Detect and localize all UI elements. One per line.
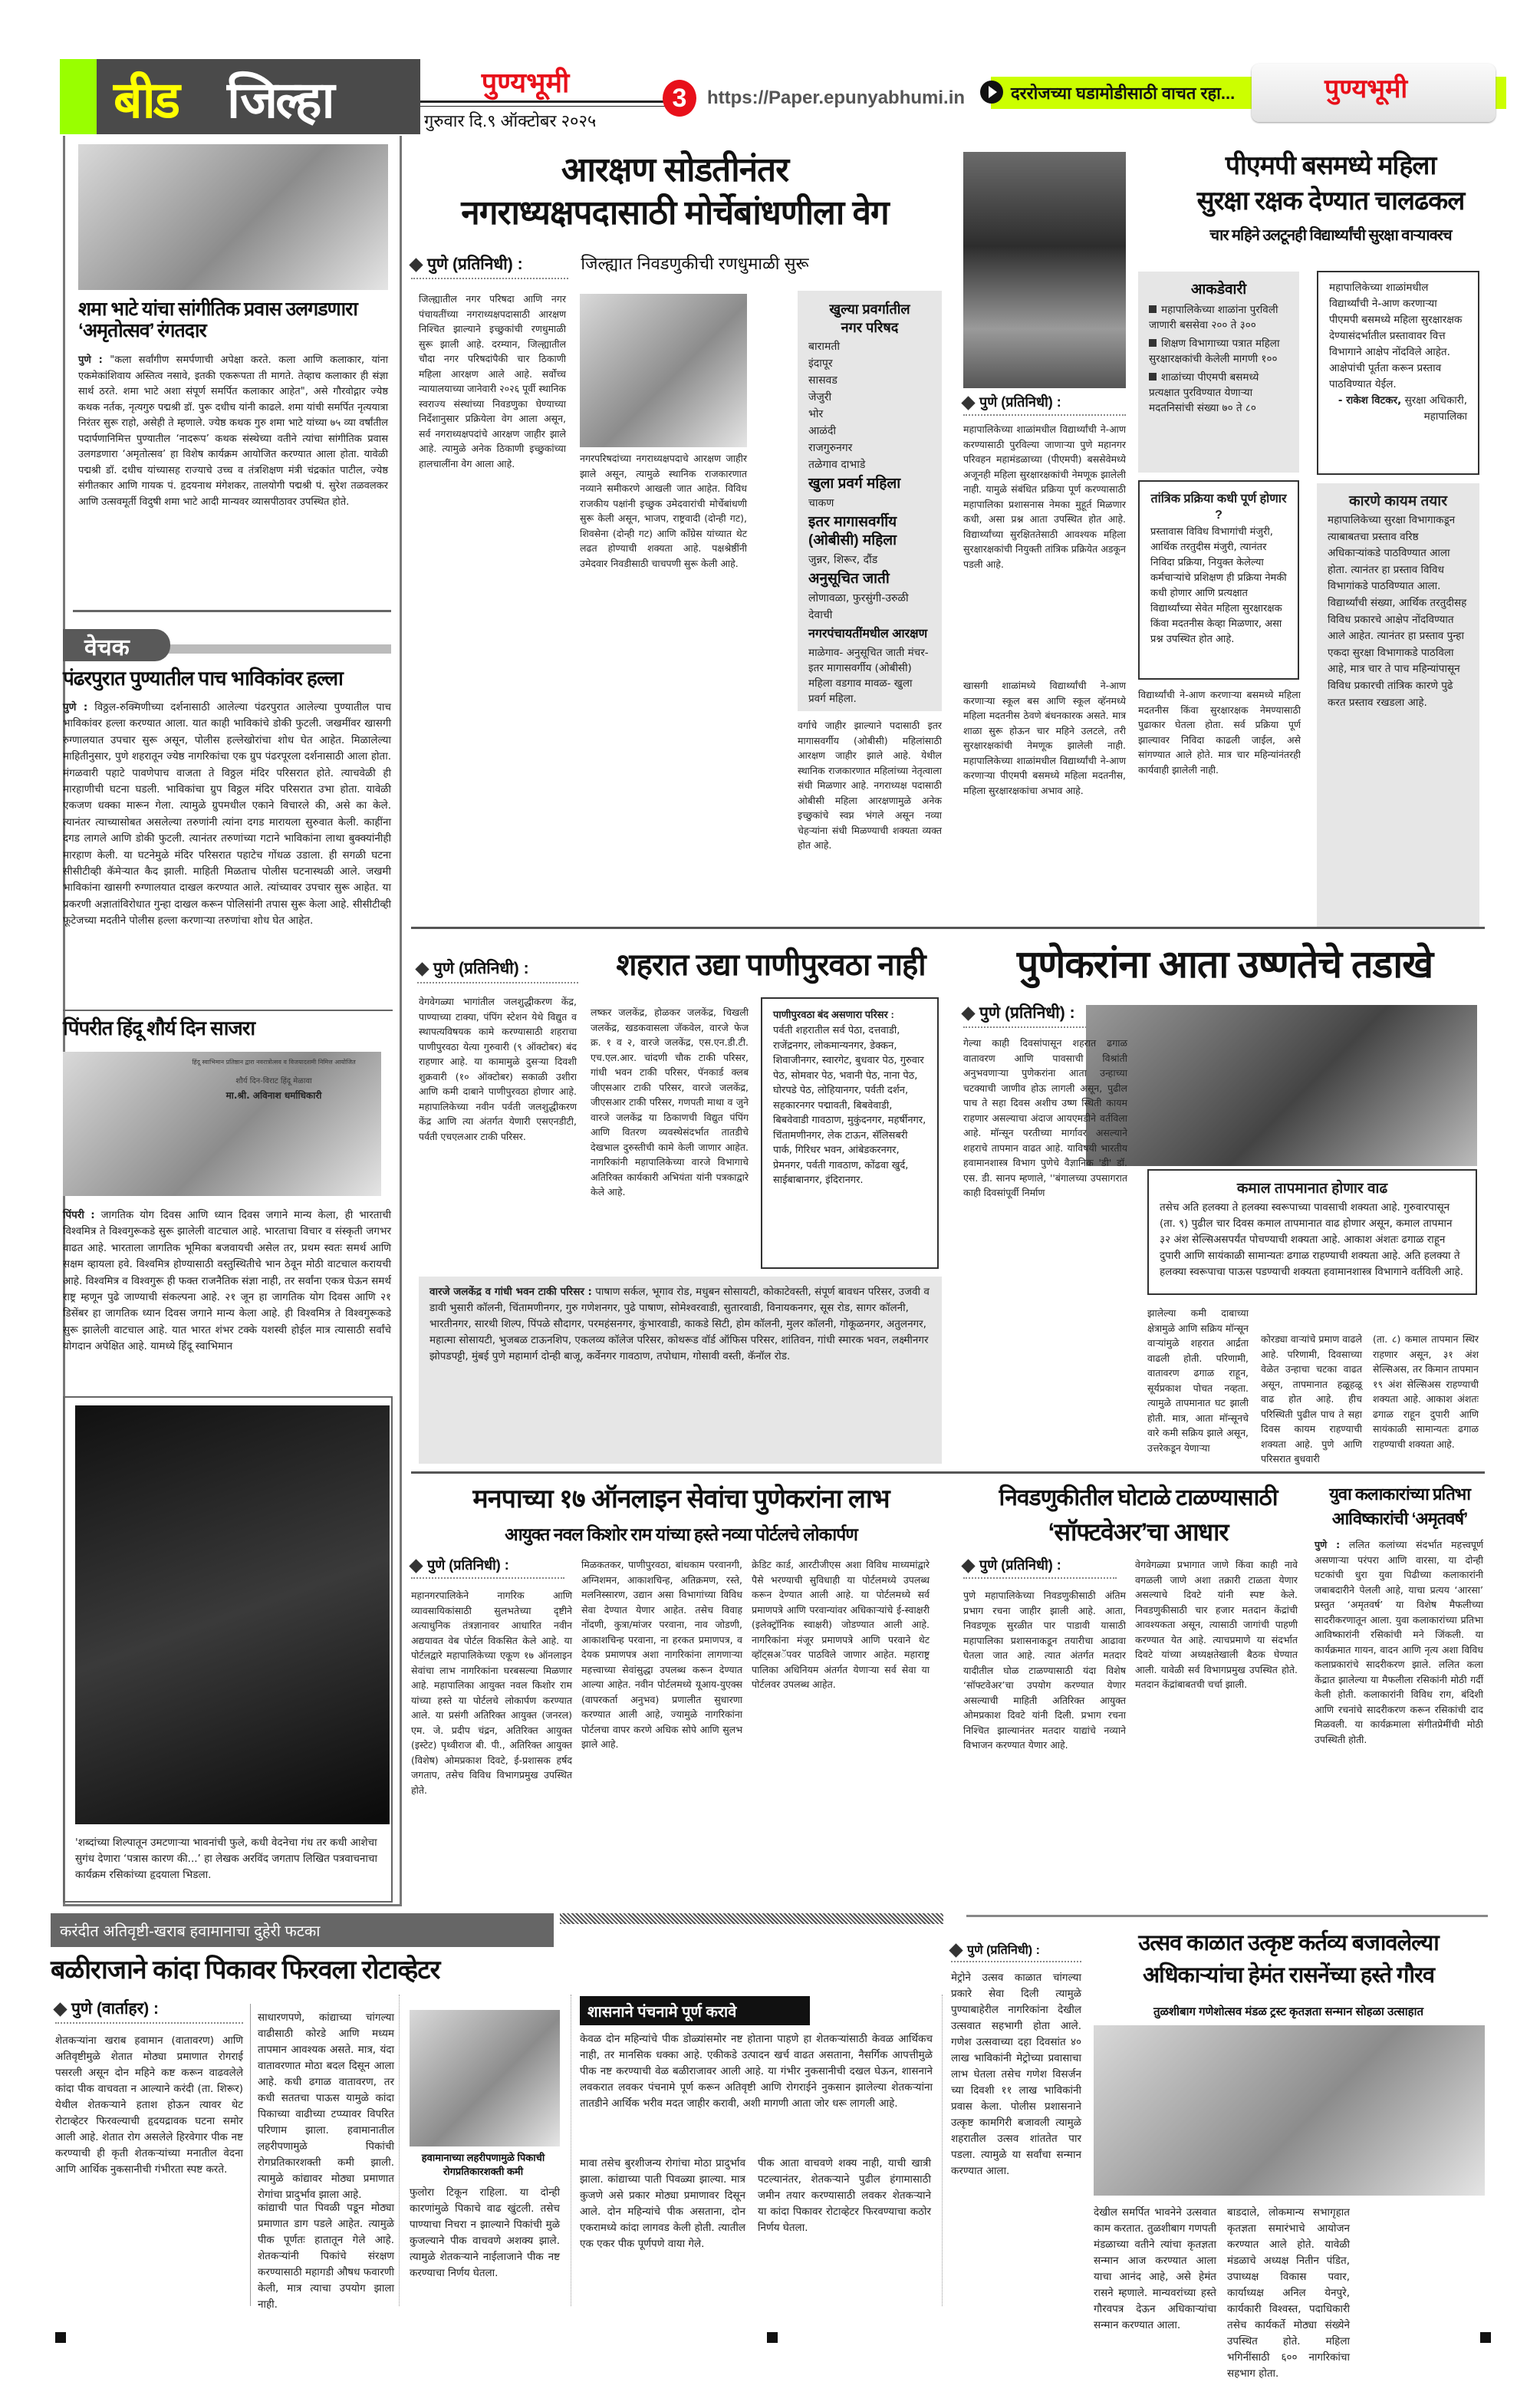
reservation-col1: जिल्ह्यातील नगर परिषदा आणि नगर पंचायतींच्या नगराध्यक्षपदासाठी आरक्षण निश्चित झाल्याने इच्छुकांची रणधुमाळी सुरू झाली आहे. दरम्यान, जिल्ह्यातील चौदा नगर परिषदांपैकी चार ठिकाणी महिला आरक्षण आले आहे. सर्वोच्च न्यायालयाच्या जानेवारी २०२६ पूर्वी स्थानिक स्वराज्य संस्थांच्या निवडणुका घेण्याच्या निर्देशानुसार प्रक्रियेला वेग आला असून, सर्व नगराध्यक्षपदांचे आरक्षण जाहीर झाले आहे. त्यामुळे अनेक ठिकाणी इच्छुकांच्या हालचालींना वेग आला आहे. (419, 293, 566, 469)
page-number-badge (663, 80, 696, 117)
metro-subhead: तुळशीबाग गणेशोत्सव मंडळ ट्रस्ट कृतज्ञता सन्मान सोहळा उत्साहात (1153, 2005, 1424, 2018)
nagarpanchayat-title: नगरपंचायतींमधील आरक्षण (808, 628, 928, 641)
online-col3: क्रेडिट कार्ड, आरटीजीएस अशा विविध माध्यमांद्वारे पैसे भरण्याची सुविधाही या पोर्टलमध्ये उपलब्ध करून देण्यात आली आहे. या पोर्टलमध्ये सर्व प्रमाणपत्रे आणि परवान्यांवर अधिकाऱ्यांचे ई-स्वाक्षरी (इलेक्ट्रॉनिक स्वाक्षरी) जोडण्यात आली आहे. नागरिकांना मंजूर प्रमाणपत्रे आणि परवाने थेट व्हॉट्सअॅपवर पाठविले जाणार आहेत. महाराष्ट्र पालिका अधिनियम अंतर्गत येणाऱ्या सर्व सेवा या पोर्टलवर उपलब्ध आहेत. (752, 1559, 930, 1690)
water-areas-box (761, 997, 939, 1269)
max-temp-text: तसेच अति हलक्या ते हलक्या स्वरूपाच्या पावसाची शक्यता आहे. गुरुवारपासून (ता. ९) पुढील चार दिवस कमाल तापमानात वाढ होणार असून, कमाल तापमान ३२ अंश सेल्सिअसपर्यंत पोचण्याची शक्यता आहे. आकाश अंशतः ढगाळ राहून दुपारी आणि सायंकाळी सामान्यतः ढगाळ राहण्याची शक्यता आहे. अति हलक्या ते हलक्या स्वरूपाचा पाऊस पडण्याची शक्यता हवामानशास्त्र विभागाने वर्तविली आहे. (1160, 1201, 1463, 1278)
open-category-list (808, 338, 931, 473)
software-col1: पुणे महापालिकेच्या निवडणुकीसाठी अंतिम प्रभाग रचना जाहीर झाली आहे. आता, निवडणूक सुरळीत पार पाडावी यासाठी महापालिका प्रशासनाकडून तयारीचा आढावा घेतला जात आहे. त्यात अंतर्गत मतदार यादीतील घोळ टाळण्यासाठी यंदा विशेष ‘सॉफ्टवेअर’चा उपयोग करण्यात येणार असल्याची माहिती अतिरिक्त आयुक्त ओमप्रकाश दिवटे यांनी दिली. प्रभाग रचना निश्चित झाल्यानंतर मतदार याद्यांचे नव्याने विभाजन करण्यात येणार आहे. (963, 1590, 1126, 1751)
reservation-col2: नगरपरिषदांच्या नगराध्यक्षपदाचे आरक्षण जाहीर झाले असून, त्यामुळे स्थानिक राजकारणात नव्याने समीकरणे आखली जात आहेत. विविध राजकीय पक्षांनी इच्छुक उमेदवारांची मोर्चेबांधणी सुरू केली असून, भाजप, राष्ट्रवादी (दोन्ही गट), शिवसेना (दोन्ही गट) आणि काँग्रेस यांच्यात थेट लढत होण्याची शक्यता आहे. पक्षश्रेष्ठींनी उमेदवार निवडीसाठी चाचपणी सुरू केली आहे. (580, 453, 747, 569)
reservation-headline-line1: आरक्षण सोडतीनंतर (561, 151, 789, 189)
shama-text: "कला सर्वांगीण समर्पणाची अपेक्षा करते. कला आणि कलाकार, यांना एकमेकांशिवाय अस्तित्व नसावे, इतकी एकरूपता ती मागते. तेव्हाच कलाकार ही संज्ञा सार्थ ठरते. शमा भाटे अशा संपूर्ण समर्पित कलाकार आहेत", असे गौरवोद्गार ज्येष्ठ कथक नर्तक, नृत्यगुरु पद्मश्री डॉ. पुरू दधीच यांनी काढले. शमा यांची समर्पित नृत्ययात्रा निरंतर सुरू राहो, असेही ते म्हणाले. ज्येष्ठ कथक गुरु शमा भाटे यांच्या ७५ व्या वर्षांतील पदार्पणानिमित्त पुण्यातील ‘नादरूप’ कथक संस्थेच्या वतीने त्यांचा सांगीतिक प्रवास उलगडणारा ‘अमृतोत्सव’ हा विशेष कार्यक्रम आयोजित करण्यात आला होता. यावेळी पद्मश्री डॉ. दधीच यांच्यासह राज्याचे उच्च व तंत्रशिक्षण मंत्री चंद्रकांत पाटील, ज्येष्ठ संगीतकार आणि गायक पं. हृदयनाथ मंगेशकर, तालयोगी पद्मश्री पं. सुरेश तळवलकर आणि उत्सवमूर्ती विदुषी शमा भाटे आदी मान्यवर व्यासपीठावर उपस्थित होते. (78, 354, 388, 508)
promo-strip (991, 74, 1506, 109)
banner-green-strip (60, 59, 97, 134)
stat-item: महापालिकेच्या शाळांना पुरविली जाणारी बससेवा २०० ते ३०० (1149, 304, 1278, 331)
pmp-col3: विद्यार्थ्यांची ने-आण करणाऱ्या बसमध्ये महिला मदतनीस किंवा सुरक्षारक्षक नेमण्यासाठी पुढाकार घेतला होता. सर्व प्रक्रिया पूर्ण झाल्यावर निविदा काढली जाईल, असे सांगण्यात आले होते. मात्र चार महिन्यांनंतरही कार्यवाही झालेली नाही. (1138, 689, 1301, 776)
pmp-col1: महापालिकेच्या शाळांमधील विद्यार्थ्यांची ने-आण करण्यासाठी पुरविल्या जाणाऱ्या पुणे महानगर परिवहन महामंडळाच्या (पीएमपी) बससेवेमध्ये अजूनही महिला सुरक्षारक्षकांची नेमणूक झालेली नाही. यामुळे संबंधित प्रक्रिया पूर्ण करण्यासाठी महापालिका प्रशासनास नेमका मुहूर्त मिळणार कधी, असा प्रश्न आता उपस्थित होत आहे. विद्यार्थ्यांच्या सुरक्षिततेसाठी आवश्यक महिला सुरक्षारक्षकांची नियुक्ती तांत्रिक प्रक्रियेत अडकून पडली आहे. (963, 423, 1126, 570)
list-item: राजगुरुनगर (808, 442, 853, 454)
list-item: भोर (808, 408, 824, 420)
pimpri-banner-line1: हिंदू स्वाभिमान प्रतिष्ठान द्वारा नवरात्रोत्सव व विजयादशमी निमित्त आयोजित (192, 1059, 356, 1066)
reasons-box-title: कारणे कायम तयार (1348, 493, 1448, 509)
online-col2: मिळकतकर, पाणीपुरवठा, बांधकाम परवानगी, अग्निशमन, आकाशचिन्ह, अतिक्रमण, रस्ते, मलनिस्सारण, उद्यान असा विभागांच्या विविध सेवा देण्यात येणार आहेत. तसेच विवाह नोंदणी, कुत्रा/मांजर परवाना, नाव जोडणी, आकाशचिन्ह परवाना, ना हरकत प्रमाणपत्र, व देयक प्रमाणपत्र अशा नागरिकांना लागणाऱ्या महत्त्वाच्या सेवांसुद्धा उपलब्ध करून देण्यात आल्या आहेत. नवीन पोर्टलमध्ये यूआय-युएक्स (वापरकर्ता अनुभव) प्रणालीत सुधारणा करण्यात आली आहे, ज्यामुळे नागरिकांना पोर्टलचा वापर करणे अधिक सोपे आणि सुलभ झाले आहे. (581, 1559, 742, 1750)
technical-box-title: तांत्रिक प्रक्रिया कधी पूर्ण होणार ? (1150, 493, 1287, 522)
reservation-dateline: पुणे (प्रतिनिधी) : (411, 253, 568, 279)
stat-item: शाळांच्या पीएमपी बसमध्ये प्रत्यक्षात पुरविण्यात येणाऱ्या मदतनिसांची संख्या ७० ते ८० (1149, 371, 1259, 414)
pmp-subhead: चार महिने उलटूनही विद्यार्थ्यांची सुरक्षा वाऱ्यावरच (1209, 227, 1452, 244)
warje-areas-title: वारजे जलकेंद्र व गांधी भवन टाकी परिसर : (429, 1286, 592, 1298)
quote-role: सुरक्षा अधिकारी, महापालिका (1404, 394, 1467, 423)
onion-col4: फुलोरा टिकून राहिला. या दोन्ही कारणांमुळे पिकाचे वाढ खुंटली. तसेच पाण्याचा निचरा न झाल्याने पिकांची मुळे कुजल्याने पीक वाचवणे अशक्य झाले. त्यामुळे शेतकऱ्याने नाईलाजाने पीक नष्ट करण्याचा निर्णय घेतला. (410, 2186, 560, 2279)
rain-section-banner (51, 1913, 554, 1947)
metro-col1: मेट्रोने उत्सव काळात चांगल्या प्रकारे सेवा दिली त्यामुळे पुण्याबाहेरील नागरिकांना देखील उत्सवात सहभागी होता आले. गणेश उत्सवाच्या दहा दिवसांत ४० लाख भाविकांनी मेट्रोच्या प्रवासाचा लाभ घेतला तसेच गणेश विसर्जन च्या दिवशी ११ लाख भाविकांनी प्रवास केला. पोलीस प्रशासनाने उत्कृष्ट कामगिरी बजावली त्यामुळे शहरातील उत्सव शांततेत पार पडला. त्यामुळे या सर्वांचा सन्मान करण्यात आला. (951, 1972, 1081, 2177)
vechak-tab (63, 629, 170, 661)
registration-mark (1480, 2332, 1491, 2343)
pmp-headline-line1: पीएमपी बसमध्ये महिला (1225, 151, 1436, 180)
onion-col3: कांद्याची पात पिवळी पडून मोठ्या प्रमाणात डाग पडले आहेत. त्यामुळे पीक पूर्णतः हातातून गेले आहे. शेतकऱ्यांनी पिकांचे संरक्षण करण्यासाठी महागडी औषध फवारणी केली, मात्र त्याचा उपयोग झाला नाही. (258, 2202, 394, 2311)
column-rule (571, 1995, 572, 2306)
column-rule (942, 1995, 943, 2306)
metro-col4 (1361, 2205, 1483, 2306)
sc-category-title: अनुसूचित जाती (808, 571, 890, 587)
epaper-url-link[interactable]: https://Paper.epunyabhumi.in (707, 87, 966, 108)
divider (966, 1915, 1488, 1917)
compensation-box-title: शासनाने पंचनामे पूर्ण करावे (587, 2004, 737, 2021)
quote-author: - राकेश विटकर, (1338, 394, 1402, 407)
online-col1: महानगरपालिकेने नागरिक आणि व्यावसायिकांसाठी सुलभतेच्या दृष्टीने अत्याधुनिक तंत्रज्ञानावर आधारित नवीन अद्ययावत वेब पोर्टल विकसित केले आहे. या पोर्टलद्वारे महापालिकेच्या एकूण १७ ऑनलाइन सेवांचा लाभ नागरिकांना घरबसल्या मिळणार आहे. महापालिका आयुक्त नवल किशोर राम यांच्या हस्ते या पोर्टलचे लोकार्पण करण्यात आले. या प्रसंगी अतिरिक्त आयुक्त (जनरल) एम. जे. प्रदीप चंद्रन, अतिरिक्त आयुक्त (इस्टेट) पृथ्वीराज बी. पी., अतिरिक्त आयुक्त (विशेष) ओमप्रकाश दिवटे, ई-प्रशासक हर्षद जगताप, तसेच विविध विभागप्रमुख उपस्थित होते. (411, 1590, 572, 1796)
divider (73, 610, 391, 612)
software-col2: वेगवेगळ्या प्रभागात जाणे किंवा काही नावे वगळली जाणे अशा तक्रारी टाळता येणार असल्याचे दिवटे यांनी स्पष्ट केले. निवडणुकीसाठी चार हजार मतदान केंद्रांची आवश्यकता असून, त्यासाठी जागांची पाहणी करण्यात येत आहे. त्याचप्रमाणे या संदर्भात दिवटे यांच्या अध्यक्षतेखाली बैठक घेण्यात आली. यावेळी सर्व विभागप्रमुख उपस्थित होते. मतदान केंद्रांबाबतची चर्चा झाली. (1135, 1559, 1298, 1690)
list-item: जेजुरी (808, 391, 832, 404)
pmp-technical-box (1138, 480, 1299, 680)
heat-col2: झालेल्या कमी दाबाच्या क्षेत्रामुळे आणि सक्रिय मॉन्सून वाऱ्यांमुळे शहरात आर्द्रता वाढली होती. परिणामी, वातावरण ढगाळ राहून, सूर्यप्रकाश पोचत नव्हता. त्यामुळे तापमानात घट झाली होती. मात्र, आता मॉन्सूनचे वारे कमी सक्रिय झाले असून, उत्तरेकडून येणाऱ्या (1147, 1307, 1249, 1454)
list-item: आळंदी (808, 425, 837, 437)
patra-caption: 'शब्दांच्या शिल्पातून उमटणाऱ्या भावनांची फुले, कधी वेदनेचा गंध तर कधी आशेचा सुगंध देणारा ‘पत्रास कारण की...’ हा लेखक अरविंद जगताप लिखित पत्रवाचनाचा कार्यक्रम रसिकांच्या हृदयाला भिडला. (75, 1837, 377, 1881)
diamond-bullet-icon (409, 258, 423, 272)
paper-name: पुण्यभूमी (481, 67, 570, 98)
compensation-box-text: केवळ दोन महिन्यांचे पीक डोळ्यांसमोर नष्ट होताना पाहणे हा शेतकऱ्यांसाठी केवळ आर्थिकच नाही, तर मानसिक धक्का आहे. एकीकडे उत्पादन खर्च वाढत असताना, नैसर्गिक आपत्तीमुळे पीक नष्ट करण्याची वेळ बळीराजावर आली आहे. या गंभीर नुकसानीची दखल घेऊन, शासनाने लवकरात लवकर पंचनामे पूर्ण करून अतिवृष्टी आणि रोगराईने नुकसान झालेल्या शेतकऱ्यांना तातडीने आर्थिक भरीव मदत जाहीर करावी, अशी मागणी आता जोर धरू लागली आहे. (580, 2033, 933, 2110)
diamond-bullet-icon (409, 1559, 423, 1573)
pimpri-event-photo (63, 1052, 381, 1196)
shama-bhate-photo (78, 144, 388, 290)
list-item: जुन्नर, शिरूर, दौंड (808, 554, 878, 566)
diamond-bullet-icon (961, 1007, 975, 1020)
section-title-zilha: जिल्हा (227, 71, 333, 128)
heat-headline: पुणेकरांना आता उष्णतेचे तडाखे (1016, 943, 1433, 986)
metro-col3: बाडदाले, लोकमान्य सभागृहात कृतज्ञता समारंभाचे आयोजन करण्यात आले होते. यावेळी मंडळाचे अध्यक्ष नितीन पंडित, उपाध्यक्ष विकास पवार, कार्याध्यक्ष अनिल येनपुरे, कार्यकारी विश्वस्त, पदाधिकारी तसेच कार्यकर्ते मोठ्या संख्येने उपस्थित होते. महिला भगिनींसाठी ६०० नागरिकांचा सहभाग होता. (1227, 2206, 1350, 2380)
max-temp-title: कमाल तापमानात होणार वाढ (1236, 1181, 1388, 1197)
metro-dateline: पुणे (प्रतिनिधी) : (951, 1941, 1081, 1962)
hatched-rule (560, 1913, 943, 1924)
pimpri-text: जागतिक योग दिवस आणि ध्यान दिवस जगाने मान्य केला, ही भारताची विश्वमित्र ते विश्वगुरूकडे सुरू झालेली वाटचाल आहे. भारताचा विचार व संस्कृती जगभर वाढत आहे. भारताला जागतिक भूमिका बजवायची असेल तर, प्रथम स्वतः समर्थ आणि सक्षम व्हायला हवे. विश्वमित्र होण्यासाठी वस्तुस्थितीचे भान ठेवून मोठी वाटचाल करायची आहे. विश्वमित्र व विश्वगुरू ही फक्त राजनैतिक संज्ञा नाही, तर सर्वांना एकत्र घेऊन समर्थ राष्ट्र म्हणून पुढे जाण्याची संकल्पना आहे. २१ जून हा जागतिक योग दिवस आणि २१ डिसेंबर हा जागतिक ध्यान दिवस जगाने मान्य केला आहे. ही विश्वमित्र ते विश्वगुरूकडे सुरू झालेली वाटचाल आहे. यात भारत शंभर टक्के यशस्वी होईल मात्र त्यासाठी सर्वांचे योगदान अपेक्षित आहे. यामध्ये हिंदू स्वाभिमान (63, 1209, 392, 1353)
issue-date: गुरुवार दि.९ ऑक्टोबर २०२५ (424, 111, 597, 130)
column-rule (399, 1995, 400, 2306)
list-item: इंदापूर (808, 357, 833, 370)
diamond-bullet-icon (415, 962, 429, 976)
pmp-bus-photo (963, 152, 1126, 388)
masthead (0, 0, 1540, 138)
square-bullet-icon (1149, 339, 1157, 347)
water-dateline: पुणे (प्रतिनिधी) : (417, 957, 578, 983)
heat-max-temp-box (1147, 1169, 1477, 1295)
pandharpur-dateline: पुणे : (63, 701, 88, 713)
list-item: लोणावळा, फुरसुंगी-उरुळी देवाची (808, 592, 909, 621)
section-banner (60, 59, 420, 134)
pimpri-body (63, 1207, 391, 1389)
software-headline-line2: ‘सॉफ्टवेअर’चा आधार (1048, 1518, 1229, 1546)
diamond-bullet-icon (949, 1944, 962, 1958)
heat-col4: (ता. ८) कमाल तापमान स्थिर राहणार असून, ३१ अंश सेल्सिअस, तर किमान तापमान १९ अंश सेल्सिअस राहण्याची शक्यता आहे. आकाश अंशतः ढगाळ राहून दुपारी आणि सायंकाळी सामान्यतः ढगाळ राहण्याची शक्यता आहे. (1373, 1333, 1479, 1450)
quote-text: महापालिकेच्या शाळांमधील विद्यार्थ्यांची ने-आण करणाऱ्या पीएमपी बसमध्ये महिला सुरक्षारक्षक देण्यासंदर्भातील प्रस्तावावर वित्त विभागाने आक्षेप नोंदविले आहेत. आक्षेपांची पूर्तता करून प्रस्ताव पाठविण्यात येईल. (1329, 282, 1463, 390)
pimpri-banner-line3: मा.श्री. अविनाश धर्माधिकारी (225, 1090, 322, 1101)
onion-col6: पीक आता वाचवणे शक्य नाही, याची खात्री पटल्यानंतर, शेतकऱ्याने पुढील हंगामासाठी जमीन तयार करण्यासाठी लवकर शेतकऱ्याने या कांदा पिकावर रोटाव्हेटर फिरवण्याचा कठोर निर्णय घेतला. (758, 2157, 931, 2234)
registration-mark (55, 2332, 66, 2343)
warje-areas-box (419, 1277, 942, 1464)
reservation-col3: वर्गाचे जाहीर झाल्याने पदासाठी इतर मागासवर्गीय (ओबीसी) महिलांसाठी आरक्षण जाहीर झाले आहे. येथील स्थानिक राजकारणात महिलांच्या नेतृत्वाला संधी मिळणार आहे. नगराध्यक्ष पदासाठी ओबीसी महिला आरक्षणामुळे अनेक इच्छुकांचे स्वप्न भंगले असून नव्या चेहऱ्यांना संधी मिळण्याची शक्यता व्यक्त होत आहे. (798, 720, 942, 851)
pmp-headline-line2: सुरक्षा रक्षक देण्यात चालढकल (1196, 186, 1465, 216)
online-dateline: पुणे (प्रतिनिधी) : (411, 1556, 564, 1579)
onion-dateline: पुणे (वार्ताहर) : (55, 1998, 243, 2024)
section-title-district: बीड (114, 71, 179, 128)
rain-section-label: करंदीत अतिवृष्टी-खराब हवामानाचा दुहेरी फटका (60, 1923, 321, 1940)
list-item: चाकण (808, 497, 834, 509)
pmp-stats-box (1138, 272, 1299, 473)
page-number: 3 (672, 84, 687, 113)
shama-body (78, 353, 388, 575)
pmp-quote-box (1317, 271, 1479, 475)
pimpri-dateline: पिंपरी : (63, 1209, 95, 1221)
voting-finger-photo (580, 294, 747, 447)
vechak-label: वेचक (84, 635, 130, 661)
stat-item: शिक्षण विभागाच्या पत्रात महिला सुरक्षारक्षकांची केलेली मागणी १०० (1149, 338, 1280, 365)
onion-col1: शेतकऱ्यांना खराब हवामान (वातावरण) आणि अतिवृष्टीमुळे शेतात मोठ्या प्रमाणात रोगराई पसरली असून दोन महिने कष्ट करून वाढवलेले कांदा पीक वाचवता न आल्याने करंदी (ता. शिरूर) येथील शेतकऱ्याने हताश होऊन त्यावर थेट रोटाव्हेटर फिरवल्याची हृदयद्रावक घटना समोर आली आहे. शेतात रोग असलेले हिरवेगार पीक नष्ट करण्याची ही कृती शेतकऱ्यांच्या मनातील वेदना आणि आर्थिक नुकसानीची गंभीरता स्पष्ट करते. (55, 2034, 243, 2176)
reservation-subhead: जिल्ह्यात निवडणुकीची रणधुमाळी सुरू (581, 254, 809, 273)
pandharpur-text: विठ्ठल-रुक्मिणीच्या दर्शनासाठी आलेल्या पंढरपुरात आलेल्या पुण्यातील पाच भाविकांवर हल्ला करण्यात आला. यात काही भाविकांचे डोकी फुटली. जखमींवर खासगी रुग्णालयात उपचार सुरू असून, पोलीस हल्लेखोरांचा शोध घेत आहेत. मिळालेल्या माहितीनुसार, पुणे शहरातून ज्येष्ठ नागरिकांचा एक ग्रुप पंढरपूरला दर्शनासाठी आला होता. मंगळवारी पहाटे पावणेपाच वाजता ते विठ्ठल मंदिर परिसरात होते. त्याचवेळी ही मारहाणीची घटना घडली. भाविकांचा ग्रुप विठ्ठल मंदिर परिसरात उभा होता. यावेळी एकजण धक्का मारून गेला. त्यामुळे ग्रुपमधील एकाने विचारले की, असे का केले. त्यानंतर त्याच्यासोबत असलेल्या तरुणांनी त्यांना दगड मारायला सुरुवात केली. काहींना दगड लागले आणि डोकी फुटली. त्यानंतर तरुणांच्या गटाने भाविकांना लाथा बुक्क्यांनीही मारहाण केली. या घटनेमुळे मंदिर परिसरात पहाटेच गोंधळ उडाला. ही सगळी घटना सीसीटीव्ही कॅमेऱ्यात कैद झाली. माहिती मिळताच पोलीस घटनास्थळी आले. जखमी भाविकांना खासगी रुग्णालयात दाखल करण्यात आले. त्यांच्यावर उपचार सुरू आहेत. या प्रकरणी अज्ञातांविरोधात गुन्हा दाखल करून पोलिसांनी तपास सुरू केला आहे. सीसीटीव्ही फूटेजच्या मदतीने पोलीस हल्ला करणाऱ्या तरुणांचा शोध घेत आहेत. (63, 701, 391, 927)
heat-riders-photo (1086, 1005, 1477, 1166)
patra-stage-photo (75, 1405, 390, 1824)
water-areas-text: पर्वती शहरातील सर्व पेठा, दत्तवाडी, राजेंद्रनगर, लोकमान्यनगर, डेक्कन, शिवाजीनगर, स्वारगेट, बुधवार पेठ, गुरुवार पेठ, सोमवार पेठ, भवानी पेठ, नाना पेठ, घोरपडे पेठ, लोहियानगर, पर्वती दर्शन, सहकारनगर पद्मावती, बिबवेवाडी, बिबवेवाडी गावठाण, मुकुंदनगर, महर्षीनगर, चिंतामणीनगर, लेक टाऊन, सॅलिसबरी पार्क, गिरिधर भवन, आंबेडकरनगर, प्रेमनगर, पर्वती गावठाण, कोंढवा खुर्द, साईबाबानगर, इंदिरानगर. (773, 1025, 926, 1186)
list-item: सासवड (808, 374, 837, 387)
pimpri-banner-line2: शौर्य दिन-विराट हिंदू मेळावा (235, 1077, 312, 1086)
diamond-bullet-icon (53, 2002, 67, 2016)
metro-headline-line1: उत्सव काळात उत्कृष्ट कर्तव्य बजावलेल्या (1138, 1931, 1439, 1955)
masthead-rule (420, 100, 666, 107)
nagarpanchayat-text: माळेगाव- अनुसूचित जाती मंचर- इतर मागासवर्गीय (ओबीसी) महिला वडगाव मावळ- खुला प्रवर्ग महिला. (808, 647, 929, 705)
artists-dateline: पुणे : (1315, 1539, 1341, 1550)
artists-text: ललित कलांच्या संदर्भात महत्त्वपूर्ण असणाऱ्या परंपरा आणि वारसा, या दोन्ही घटकांची धुरा युवा पिढीच्या कलाकारांनी जबाबदारीने पेलली आहे, याचा प्रत्यय ‘आरसा’ प्रस्तुत ‘अमृतवर्ष’ या विशेष मैफलीच्या सादरीकरणातून आला. युवा कलाकारांच्या प्रतिभा आविष्कारांनी रसिकांची मने जिंकली. या कार्यक्रमात गायन, वादन आणि नृत्य अशा विविध कलाप्रकारांचे सादरीकरण झाले. ललित कला केंद्रात झालेल्या या मैफलीला रसिकांनी मोठी गर्दी केली होती. कलाकारांनी विविध राग, बंदिशी आणि रचनांचे सादरीकरण करून रसिकांची दाद मिळवली. या कार्यक्रमाला संगीतप्रेमींची मोठी उपस्थिती होती. (1315, 1539, 1484, 1745)
heat-col3: कोरड्या वाऱ्यांचे प्रमाण वाढले आहे. परिणामी, दिवसाच्या वेळेत उन्हाचा चटका वाढत असून, तापमानात हळूहळू वाढ होत आहे. हीच परिस्थिती पुढील पाच ते सहा दिवस कायम राहण्याची शक्यता आहे. पुणे आणि परिसरात बुधवारी (1261, 1333, 1362, 1464)
square-bullet-icon (1149, 305, 1157, 313)
divider (411, 1471, 1485, 1474)
pmp-dateline: पुणे (प्रतिनिधी) : (963, 393, 1126, 416)
shama-headline: शमा भाटे यांचा सांगीतिक प्रवास उलगडणारा ‘अमृतोत्सव’ रंगतदार (78, 298, 357, 341)
pmp-col2: खासगी शाळांमध्ये विद्यार्थ्यांची ने-आण करणाऱ्या स्कूल बस आणि स्कूल व्हॅनमध्ये महिला मदतनीस ठेवणे बंधनकारक असते. मात्र शाळा सुरू होऊन चार महिने उलटले, तरी सुरक्षारक्षकांची नेमणूक झालेली नाही. महापालिकेच्या शाळांमधील विद्यार्थ्यांची ने-आण करणाऱ्या पीएमपी बसमध्ये महिला मदतनीस, महिला सुरक्षारक्षकांचा अभाव आहे. (963, 680, 1126, 796)
reservation-sidebar (798, 291, 942, 711)
tractor-field-photo (410, 2010, 560, 2146)
promo-newspaper-image (1252, 64, 1496, 122)
tractor-photo-caption: हवामानाच्या लहरीपणामुळे पिकाची रोगप्रतिकारशक्ती कमी (421, 2152, 545, 2177)
online-subhead: आयुक्त नवल किशोर राम यांच्या हस्ते नव्या पोर्टलचे लोकार्पण (505, 1524, 857, 1544)
promo-text: दररोजच्या घडामोडीसाठी वाचत रहा... (1011, 84, 1236, 103)
onion-col2: साधारणपणे, कांद्याच्या चांगल्या वाढीसाठी कोरडे आणि मध्यम तापमान आवश्यक असते. मात्र, यंदा वातावरणात मोठा बदल दिसून आला आहे. कधी ढगाळ वातावरण, तर कधी सततचा पाऊस यामुळे कांदा पिकाच्या वाढीच्या टप्प्यावर विपरित परिणाम झाला. हवामानातील लहरीपणामुळे पिकांची रोगप्रतिकारशक्ती कमी झाली. त्यामुळे कांद्यावर मोठ्या प्रमाणात रोगांचा प्रादुर्भाव झाला आहे. (258, 2011, 394, 2201)
metro-col2: देखील समर्पित भावनेने उत्सवात काम करतात. तुळशीबाग गणपती मंडळाच्या वतीने त्यांचा कृतज्ञता सन्मान आज करण्यात आला याचा आनंद आहे, असे हेमंत रासने म्हणाले. मान्यवरांच्या हस्ते गौरवपत्र देऊन अधिकाऱ्यांचा सन्मान करण्यात आला. (1094, 2206, 1216, 2331)
play-icon (980, 81, 1003, 104)
pimpri-headline: पिंपरीत हिंदू शौर्य दिन साजरा (63, 1016, 255, 1039)
divider (63, 1010, 393, 1011)
column-rule (250, 2004, 251, 2306)
honor-ceremony-photo (1094, 2025, 1485, 2196)
list-item: बारामती (808, 341, 840, 353)
heat-col1: गेल्या काही दिवसांपासून शहरात ढगाळ वातावरण आणि पावसाची विश्रांती अनुभवणाऱ्या पुणेकरांना आता उन्हाच्या चटक्याची जाणीव होऊ लागली असून, पुढील पाच ते सहा दिवस अशीच उष्ण स्थिती कायम राहणार असल्याचा अंदाज आयएमडीने वर्तविला आहे. मॉन्सून परतीच्या मार्गावर असल्याने शहराचे तापमान वाढत आहे. याविषयी भारतीय हवामानशास्त्र विभाग पुणेचे वैज्ञानिक 'डी' डॉ. एस. डी. सानप म्हणाले, ''बंगालच्या उपसागरात काही दिवसांपूर्वी निर्माण (963, 1037, 1127, 1198)
artists-body (1315, 1537, 1483, 1895)
diamond-bullet-icon (961, 1559, 975, 1573)
divider (411, 927, 1485, 929)
list-item: तळेगाव दाभाडे (808, 459, 866, 471)
metro-headline-line2: अधिकाऱ्यांचा हेमंत रासनेंच्या हस्ते गौरव (1143, 1963, 1434, 1988)
technical-box-text: प्रस्तावास विविध विभागांची मंजुरी, आर्थिक तरतुदीस मंजुरी, त्यानंतर निविदा प्रक्रिया, नियुक्त केलेल्या कर्मचाऱ्यांचे प्रशिक्षण ही प्रक्रिया नेमकी कधी होणार आणि प्रत्यक्षात विद्यार्थ्यांच्या सेवेत महिला सुरक्षारक्षक किंवा मदतनीस केव्हा मिळणार, असा प्रश्न उपस्थित होत आहे. (1150, 526, 1287, 645)
stats-title: आकडेवारी (1190, 282, 1247, 298)
pmp-reasons-box (1317, 483, 1479, 928)
square-bullet-icon (1149, 373, 1157, 381)
obc-category-title: इतर मागासवर्गीय (ओबीसी) महिला (808, 514, 897, 549)
pandharpur-headline: पंढरपुरात पुण्यातील पाच भाविकांवर हल्ला (63, 667, 343, 690)
water-col1: वेगवेगळ्या भागांतील जलशुद्धीकरण केंद्र, पाण्याच्या टाक्या, पंपिंग स्टेशन येथे विद्युत व स्थापत्यविषयक कामे करण्यासाठी शहराचा पाणीपुरवठा येत्या गुरुवारी (९ ऑक्टोबर) बंद राहणार आहे. या कामामुळे दुसऱ्या दिवशी शुक्रवारी (१० ऑक्टोबर) सकाळी उशीरा आणि कमी दाबाने पाणीपुरवठा होणार आहे. महापालिकेच्या नवीन पर्वती जलशुद्धीकरण केंद्र आणि त्या अंतर्गत येणारी एसएनडीटी, पर्वती एचएलआर टाकी परिसर. (419, 996, 577, 1142)
water-headline: शहरात उद्या पाणीपुरवठा नाही (616, 948, 926, 982)
water-col2: लष्कर जलकेंद्र, होळकर जलकेंद्र, चिखली जलकेंद्र, खडकवासला जॅकवेल, वारजे फेज क्र. १ व २, वारजे जलकेंद्र, एस.एन.डी.टी. एच.एल.आर. चांदणी चौक टाकी परिसर, गांधी भवन टाकी परिसर, पॅनकार्ड क्लब जीएसआर टाकी परिसर, वारजे जलकेंद्र, जीएसआर टाकी परिसर, गणपती माथा व जुने वारजे जलकेंद्र या ठिकाणची विद्युत पंपिंग आणि वितरण व्यवस्थेसंदर्भात तातडीचे देखभाल दुरुस्तीची कामे केली जाणार आहेत. नागरिकांनी महापालिकेच्या वारजे विभागाचे अतिरिक्त कार्यकारी अभियंता यांनी पत्रकाद्वारे केले आहे. (591, 1007, 749, 1198)
promo-logo: पुण्यभूमी (1324, 74, 1408, 104)
diamond-bullet-icon (961, 396, 975, 410)
reservation-headline-line2: नगराध्यक्षपदासाठी मोर्चेबांधणीला वेग (461, 194, 889, 232)
compensation-box-title-bar (580, 1996, 810, 2025)
heat-dateline: पुणे (प्रतिनिधी) : (963, 1002, 1126, 1028)
reasons-box-text: महापालिकेच्या सुरक्षा विभागाकडून त्याबाबतचा प्रस्ताव वरिष्ठ अधिकाऱ्यांकडे पाठविण्यात आला होता. त्यानंतर हा प्रस्ताव विविध विभागांकडे पाठविण्यात आला. विद्यार्थ्यांची संख्या, आर्थिक तरतुदीसह विविध प्रकारचे आक्षेप नोंदविण्यात आले आहेत. त्यानंतर हा प्रस्ताव पुन्हा एकदा सुरक्षा विभागाकडे पाठविला आहे, मात्र चार ते पाच महिन्यांपासून विविध प्रकारची तांत्रिक कारणे पुढे करत प्रस्ताव रखडला आहे. (1328, 514, 1467, 709)
warje-areas-text: पाषाण सर्कल, भूगाव रोड, मधुबन सोसायटी, कोकाटेवस्ती, संपूर्ण बावधन परिसर, उजवी व डावी भुसारी कॉलनी, चिंतामणीनगर, गुरु गणेशनगर, पुढे पाषाण, सोमेश्वरवाडी, सुतारवाडी, विनायकनगर, सूस रोड, सागर कॉलनी, भारतीनगर, सारथी शिल्प, पिंपळे सौदागर, परमहंसनगर, कुंभारवाडी, काकडे सिटी, होम कॉलनी, मुलर कॉलनी, गोकूळनगर, अतुलनगर, महात्मा सोसायटी, भुजबळ टाऊनशिप, एकलव्य कॉलेज परिसर, कोथरूड वॉर्ड ऑफिस परिसर, शांतिवन, गांधी स्मारक भवन, लक्ष्मीनगर झोपडपट्टी, मुंबई पुणे महामार्ग दोन्ही बाजू, कर्वेनगर गावठाण, तपोधाम, गोसावी वस्ती, कॅनॉल रोड. (429, 1286, 930, 1362)
artists-headline-line2: आविष्कारांची ‘अमृतवर्ष’ (1331, 1509, 1468, 1528)
water-areas-title: पाणीपुरवठा बंद असणारा परिसर : (773, 1009, 894, 1020)
onion-col5: मावा तसेच बुरशीजन्य रोगांचा मोठा प्रादुर्भाव झाला. कांद्याच्या पाती पिवळ्या झाल्या. मात्र कुजणे असे प्रकार मोठ्या प्रमाणावर दिसून आले. दोन महिन्यांचे पीक असताना, दोन एकरामध्ये कांदा लागवड केली होती. त्यातील एक एकर पीक पूर्णपणे वाया गेले. (580, 2157, 745, 2250)
pandharpur-body (63, 700, 391, 1000)
registration-mark (767, 2332, 778, 2343)
women-category-title: खुला प्रवर्ग महिला (808, 476, 901, 492)
artists-headline-line1: युवा कलाकारांच्या प्रतिभा (1329, 1484, 1470, 1504)
open-category-title: खुल्या प्रवर्गातील नगर परिषद (829, 301, 910, 335)
software-headline-line1: निवडणुकीतील घोटाळे टाळण्यासाठी (999, 1485, 1278, 1511)
onion-headline: बळीराजाने कांदा पिकावर फिरवला रोटाव्हेटर (51, 1955, 440, 1985)
shama-dateline: पुणे : (78, 354, 103, 366)
software-dateline: पुणे (प्रतिनिधी) : (963, 1556, 1117, 1579)
online-headline: मनपाच्या १७ ऑनलाइन सेवांचा पुणेकरांना लाभ (472, 1484, 890, 1514)
